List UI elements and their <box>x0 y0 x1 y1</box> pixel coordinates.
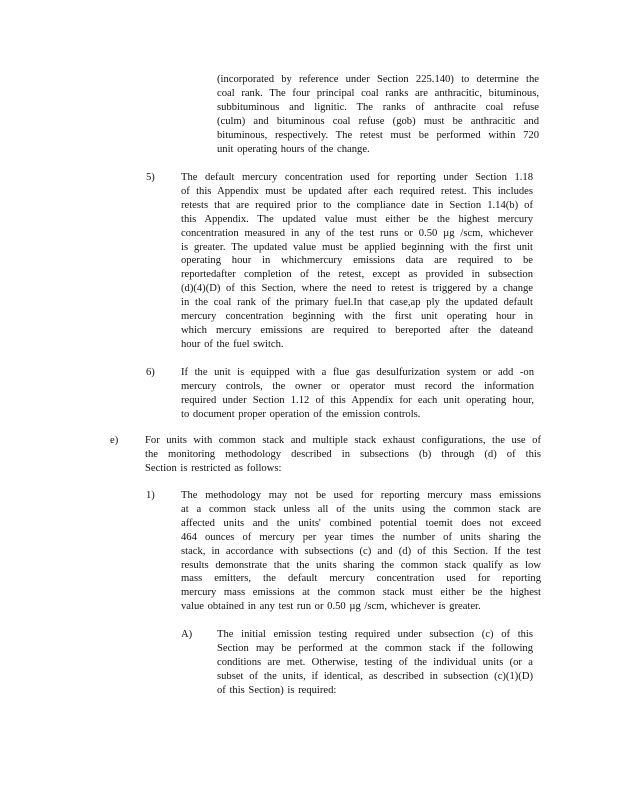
item-e-marker: e) <box>110 435 119 446</box>
item-e1-marker: 1) <box>146 490 155 501</box>
text-line: mass emitters, the default mercury concentration used for reporting <box>181 573 541 585</box>
item-e-paragraph <box>145 434 541 476</box>
text-line: mercury concentration beginning with the first unit operating hour in <box>181 311 533 323</box>
text-line: subset of the units, if identical, as described in subsection (c)(1)(D) <box>217 670 533 682</box>
text-line: at a common stack unless all of the units using the common stack are <box>181 503 541 515</box>
text-line: reportedafter completion of the retest, except as provided in subsection <box>181 269 533 281</box>
text-line: is greater. The updated value must be applied beginning with the first unit <box>181 241 533 253</box>
text-line: the monitoring methodology described in subsections (b) through (d) of this <box>145 448 541 460</box>
text-line: required under Section 1.12 of this Appendix for each unit operating hour, <box>181 394 534 406</box>
text-line: If the unit is equipped with a flue gas desulfurization system or add -on <box>181 367 534 378</box>
text-line: mercury mass emissions at the common stack must either be the highest <box>181 587 541 599</box>
item-6-paragraph <box>181 366 534 422</box>
item-e1a-marker: A) <box>181 629 193 640</box>
text-line: of this Appendix must be updated after each required retest. This includes <box>181 185 533 197</box>
item-5-marker: 5) <box>146 172 155 183</box>
text-line: in the coal rank of the primary fuel.In that case,ap ply the updated default <box>181 297 533 309</box>
text-line: (incorporated by reference under Section 225.140) to determine the <box>217 74 539 85</box>
text-line: stack, in accordance with subsections (c) and (d) of this Section. If the test <box>181 545 541 557</box>
item-6-marker: 6) <box>146 367 155 378</box>
text-line: Section may be performed at the common stack if the following <box>217 642 533 654</box>
text-line: of this Section) is required: <box>217 684 337 696</box>
text-line: The initial emission testing required under subsection (c) of this <box>217 629 533 640</box>
text-line: results demonstrate that the units sharing the common stack qualify as low <box>181 559 541 571</box>
text-line: unit operating hours of the change. <box>217 143 370 155</box>
item-5-paragraph <box>181 171 533 352</box>
text-line: Section is restricted as follows: <box>145 462 282 474</box>
text-line: The default mercury concentration used for reporting under Section 1.18 <box>181 172 533 183</box>
text-line: bituminous, respectively. The retest must be performed within 720 <box>217 129 539 141</box>
item-e1a-paragraph <box>217 628 533 698</box>
text-line: which mercury emissions are required to bereported after the dateand <box>181 324 533 336</box>
text-line: retests that are required prior to the compliance date in Section 1.14(b) of <box>181 199 533 211</box>
text-line: The methodology may not be used for reporting mercury mass emissions <box>181 490 541 501</box>
text-line: (culm) and bituminous coal refuse (gob) must be anthracitic and <box>217 115 539 127</box>
text-line: 464 ounces of mercury per year times the number of units sharing the <box>181 531 541 543</box>
text-line: mercury controls, the owner or operator must record the information <box>181 380 534 392</box>
text-line: this Appendix. The updated value must either be the highest mercury <box>181 213 533 225</box>
text-line: value obtained in any test run or 0.50 µg /scm, whichever is greater. <box>181 601 481 613</box>
text-line: (d)(4)(D) of this Section, where the need to retest is triggered by a change <box>181 283 533 295</box>
text-line: conditions are met. Otherwise, testing of the individual units (or a <box>217 656 533 668</box>
text-line: concentration measured in any of the test runs or 0.50 µg /scm, whichever <box>181 227 533 239</box>
continuation-paragraph <box>217 73 539 156</box>
text-line: For units with common stack and multiple stack exhaust configurations, the use of <box>145 435 541 446</box>
text-line: coal rank. The four principal coal ranks are anthracitic, bituminous, <box>217 87 539 99</box>
text-line: to document proper operation of the emission controls. <box>181 408 421 420</box>
text-line: subbituminous and lignitic. The ranks of anthracite coal refuse <box>217 101 539 113</box>
item-e1-paragraph <box>181 489 541 614</box>
text-line: operating hour in whichmercury emissions data are required to be <box>181 255 533 267</box>
text-line: hour of the fuel switch. <box>181 338 284 350</box>
text-line: affected units and the units' combined potential toemit does not exceed <box>181 517 541 529</box>
